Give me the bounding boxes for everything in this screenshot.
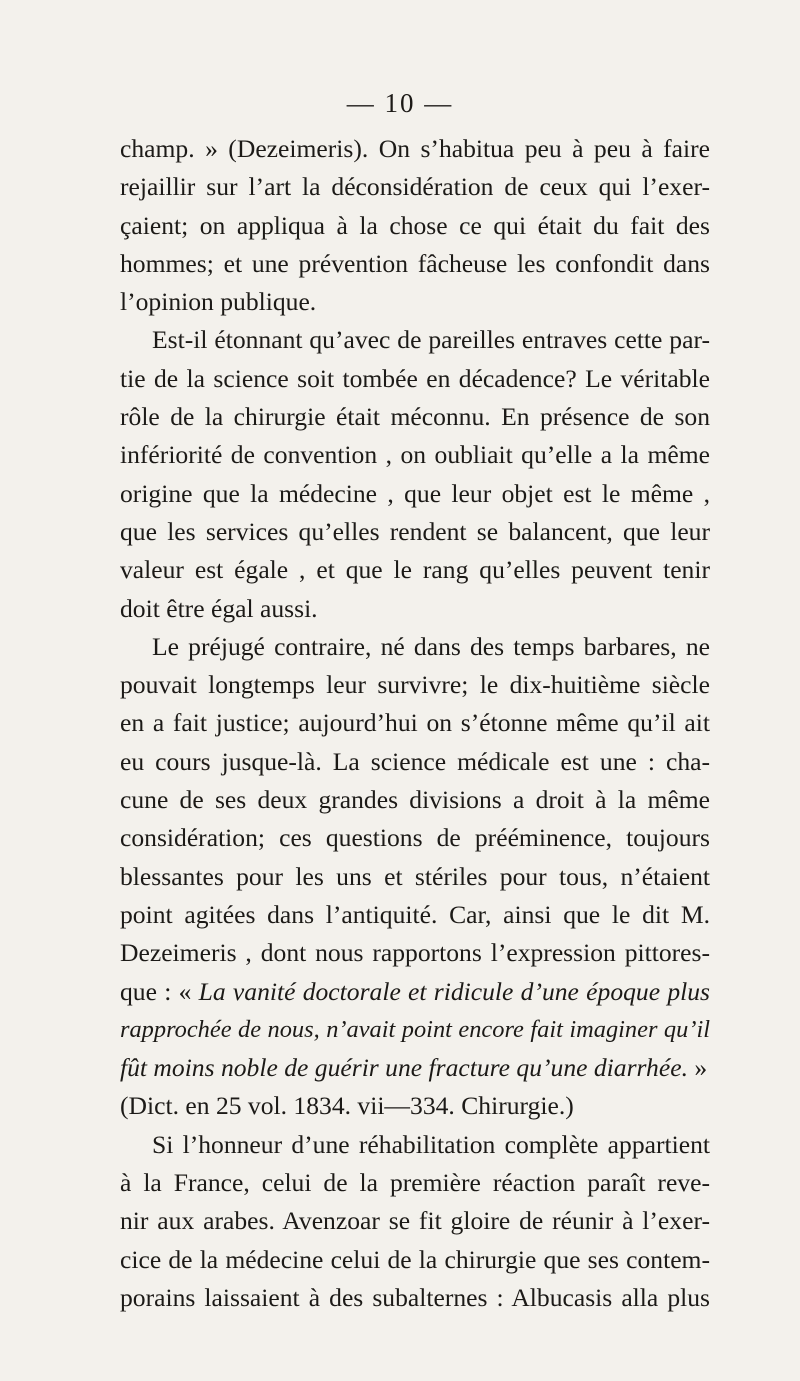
- text-line: Est-il étonnant qu’avec de pareilles entraves cette par-: [152, 325, 710, 355]
- text-line: point agitées dans l’antiquité. Car, ainsi que le dit M.: [120, 899, 710, 929]
- text-line: pouvait longtemps leur survivre; le dix-huitième siècle: [120, 670, 710, 700]
- text-line-mixed: [120, 1049, 710, 1087]
- text-line: Si l’honneur d’une réhabilitation complète appartient: [152, 1129, 710, 1159]
- text-line: porains laissaient à des subalternes : Albucasis alla plus: [120, 1282, 710, 1312]
- text-line: rejaillir sur l’art la déconsidération de ceux qui l’exer-: [120, 172, 710, 202]
- text-line: cune de ses deux grandes divisions a droit à la même: [120, 785, 710, 815]
- text-line: champ. » (Dezeimeris). On s’habitua peu à peu à faire: [120, 134, 710, 163]
- body-text: [120, 130, 710, 1317]
- italic-quotation-line: rapprochée de nous, n’avait point encore fait imaginer qu’il: [120, 1015, 710, 1043]
- italic-quotation: La vanité doctorale et ridicule d’une époque plus: [198, 976, 710, 1006]
- text-line: origine que la médecine , que leur objet est le même ,: [120, 478, 710, 508]
- text-line: nir aux arabes. Avenzoar se fit gloire de réunir à l’exer-: [120, 1206, 710, 1236]
- text-line: en a fait justice; aujourd’hui on s’étonne même qu’il ait: [120, 708, 710, 738]
- text-line: tie de la science soit tombée en décadence? Le véritable: [120, 363, 710, 393]
- text-line: que les services qu’elles rendent se balancent, que leur: [120, 516, 710, 546]
- text-fragment: »: [687, 1053, 708, 1083]
- text-line: à la France, celui de la première réaction paraît reve-: [120, 1168, 710, 1198]
- text-line-mixed: [120, 973, 710, 1011]
- text-line: hommes; et une prévention fâcheuse les confondit dans: [120, 248, 710, 278]
- text-line: doit être égal aussi.: [120, 593, 318, 623]
- text-line: Dezeimeris , dont nous rapportons l’expression pittores-: [120, 938, 710, 968]
- text-line: valeur est égale , et que le rang qu’elles peuvent tenir: [120, 555, 710, 585]
- text-line: eu cours jusque-là. La science médicale est une : cha-: [120, 746, 710, 776]
- text-line: blessantes pour les uns et stériles pour tous, n’étaient: [120, 861, 710, 891]
- italic-quotation: fût moins noble de guérir une fracture qu’une diarrhée.: [120, 1053, 688, 1083]
- citation-line: (Dict. en 25 vol. 1834. vii—334. Chirurgie.): [120, 1091, 574, 1121]
- text-line: considération; ces questions de prééminence, toujours: [120, 823, 710, 853]
- page-number: — 10 —: [346, 88, 454, 118]
- text-line: infériorité de convention , on oubliait qu’elle a la même: [120, 440, 710, 470]
- text-line: çaient; on appliqua à la chose ce qui était du fait des: [120, 210, 710, 240]
- text-line: Le préjugé contraire, né dans des temps barbares, ne: [152, 631, 710, 661]
- text-fragment: que : «: [120, 976, 199, 1006]
- text-line: l’opinion publique.: [120, 287, 317, 317]
- text-line: cice de la médecine celui de la chirurgie que ses contem-: [120, 1244, 710, 1274]
- text-line: rôle de la chirurgie était méconnu. En présence de son: [120, 402, 710, 432]
